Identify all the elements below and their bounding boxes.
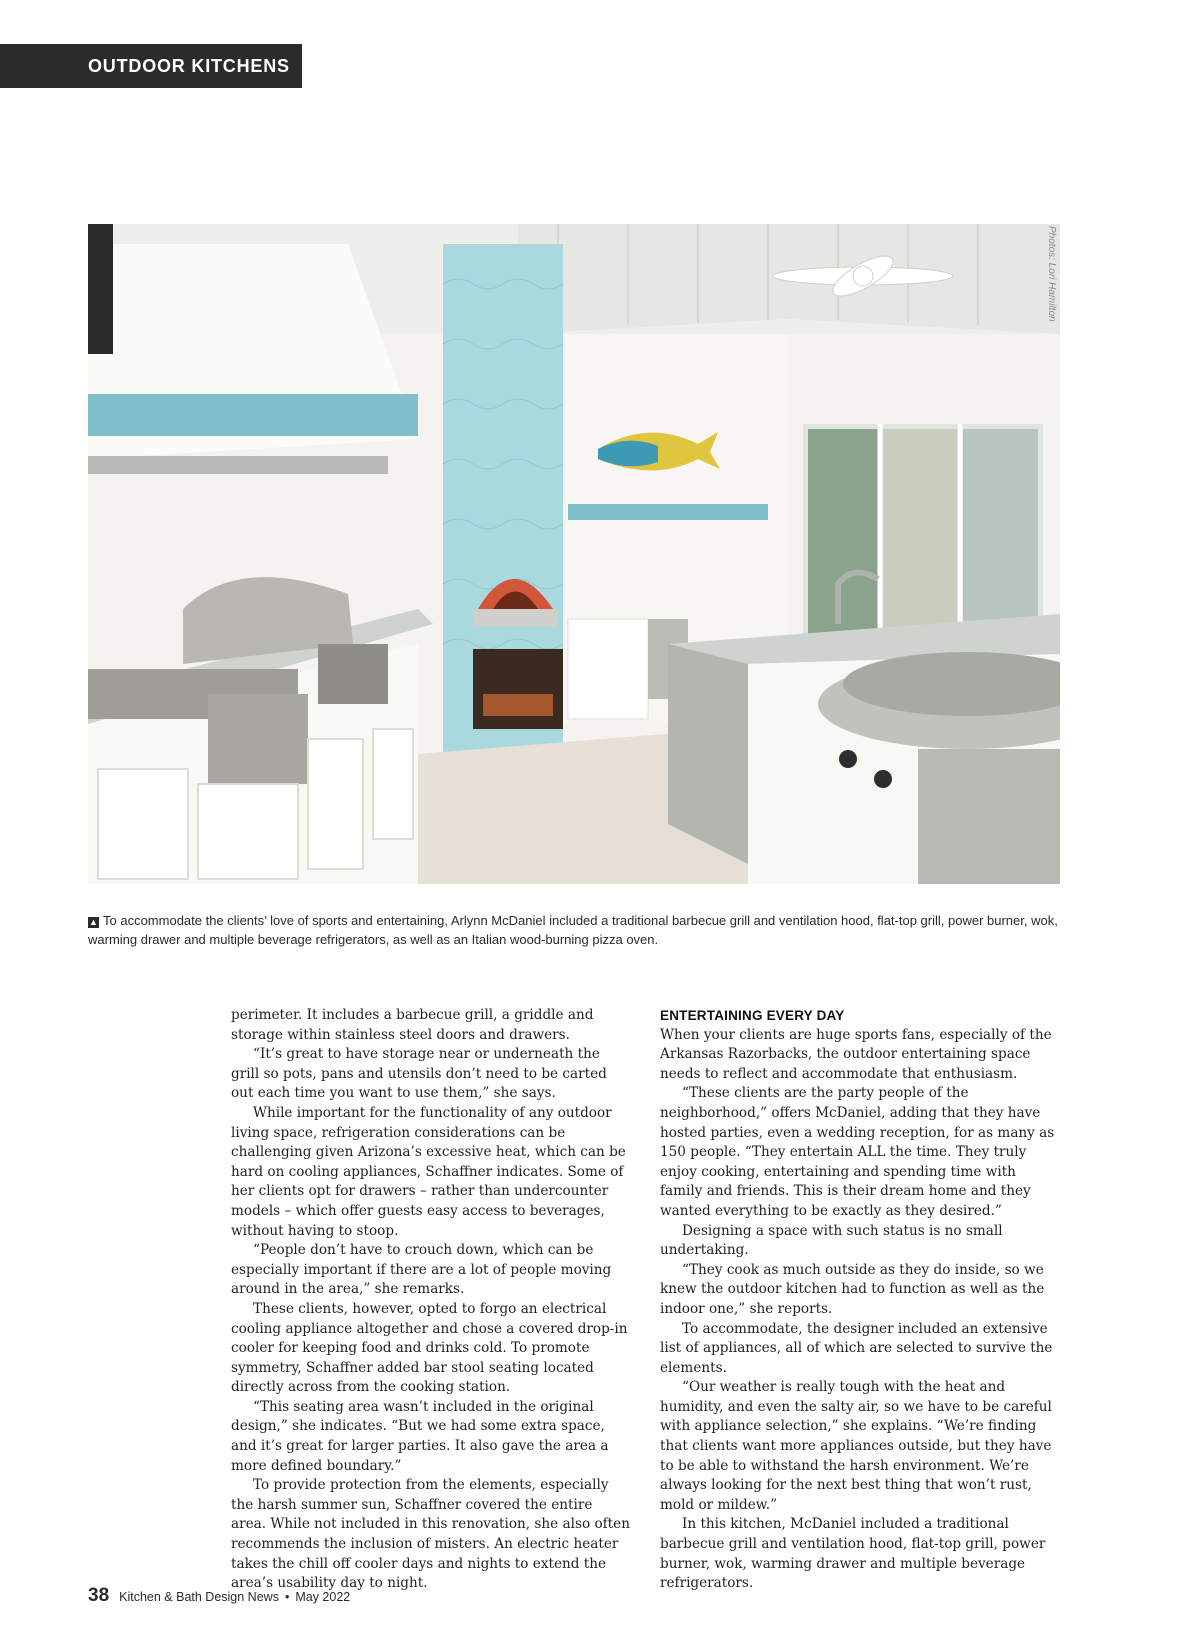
page-footer bbox=[88, 1585, 350, 1607]
arrow-up-icon: ▲ bbox=[89, 917, 98, 927]
paragraph: To provide protection from the elements, especially the harsh summer sun, Schaffner covered the entire area. While not included in this renovation, she also often recommends the inclusion of misters. An electric heater takes the chill off cooler days and nights to extend the area’s usability day to night. bbox=[231, 1477, 630, 1592]
paragraph: To accommodate, the designer included an extensive list of appliances, all of which are selected to survive the elements. bbox=[660, 1320, 1053, 1376]
paragraph: “It’s great to have storage near or underneath the grill so pots, pans and utensils don’t need to be carted out each time you want to use them,” she says. bbox=[231, 1046, 607, 1102]
page-number: 38 bbox=[88, 1585, 110, 1606]
paragraph: “People don’t have to crouch down, which can be especially important if there are a lot of people moving around in the area,” she remarks. bbox=[231, 1242, 612, 1298]
paragraph: “Our weather is really tough with the heat and humidity, and even the salty air, so we have to be careful with appliance selection,” she explains. “We’re finding that clients want more appliances outside, but they have to be able to withstand the harsh environment. We’re always looking for the next best thing that won’t rust, mold or mildew.” bbox=[660, 1379, 1052, 1513]
paragraph: “These clients are the party people of the neighborhood,” offers McDaniel, adding that they have hosted parties, even a wedding reception, for as many as 150 people. “They entertain ALL the time. They truly enjoy cooking, entertaining and spending time with family and friends. This is their dream home and they wanted everything to be exactly as they desired.” bbox=[660, 1085, 1055, 1219]
paragraph: Designing a space with such status is no small undertaking. bbox=[660, 1222, 1003, 1259]
paragraph: While important for the functionality of any outdoor living space, refrigeration considerations can be challenging given Arizona’s excessive heat, which can be hard on cooling appliances, Schaffner indicates. Some of her clients opt for drawers – rather than undercounter models – which offer guests easy access to beverages, without having to stoop. bbox=[231, 1104, 626, 1239]
section-label: OUTDOOR KITCHENS bbox=[0, 44, 302, 88]
issue-date: May 2022 bbox=[295, 1590, 351, 1604]
footer-separator: • bbox=[284, 1590, 290, 1604]
paragraph: perimeter. It includes a barbecue grill, a griddle and storage within stainless steel doors and drawers. bbox=[231, 1007, 594, 1043]
paragraph: “This seating area wasn’t included in the original design,” she indicates. “But we had some extra space, and it’s great for larger parties. It also gave the area a more defined boundary.” bbox=[231, 1398, 609, 1474]
section-subhead: ENTERTAINING EVERY DAY bbox=[660, 1008, 845, 1023]
paragraph: In this kitchen, McDaniel included a traditional barbecue grill and ventilation hood, flat-top grill, power burner, wok, warming drawer and multiple beverage refrigerators. bbox=[660, 1516, 1046, 1592]
caption-text: To accommodate the clients’ love of sports and entertaining, Arlynn McDaniel included a traditional barbecue grill and ventilation hood, flat-top grill, power burner, wok, warming drawer and multiple beverage refrigerators, as well as an Italian wood-burning pizza oven. bbox=[88, 913, 1058, 947]
photo-caption bbox=[88, 911, 1068, 949]
outdoor-kitchen-photo bbox=[88, 224, 1060, 884]
paragraph: These clients, however, opted to forgo an electrical cooling appliance altogether and chose a covered drop-in cooler for keeping food and drinks cold. To promote symmetry, Schaffner added bar stool seating located directly across from the cooking station. bbox=[231, 1300, 628, 1396]
right-column bbox=[660, 1006, 1060, 1594]
photo-credit: Photos: Lori Hamilton bbox=[1046, 226, 1057, 322]
publication-name: Kitchen & Bath Design News bbox=[119, 1590, 279, 1604]
paragraph: When your clients are huge sports fans, especially of the Arkansas Razorbacks, the outdoor entertaining space needs to reflect and accommodate that enthusiasm. bbox=[660, 1026, 1052, 1082]
paragraph: “They cook as much outside as they do inside, so we knew the outdoor kitchen had to function as well as the indoor one,” she reports. bbox=[660, 1261, 1045, 1317]
left-column bbox=[231, 1006, 631, 1594]
